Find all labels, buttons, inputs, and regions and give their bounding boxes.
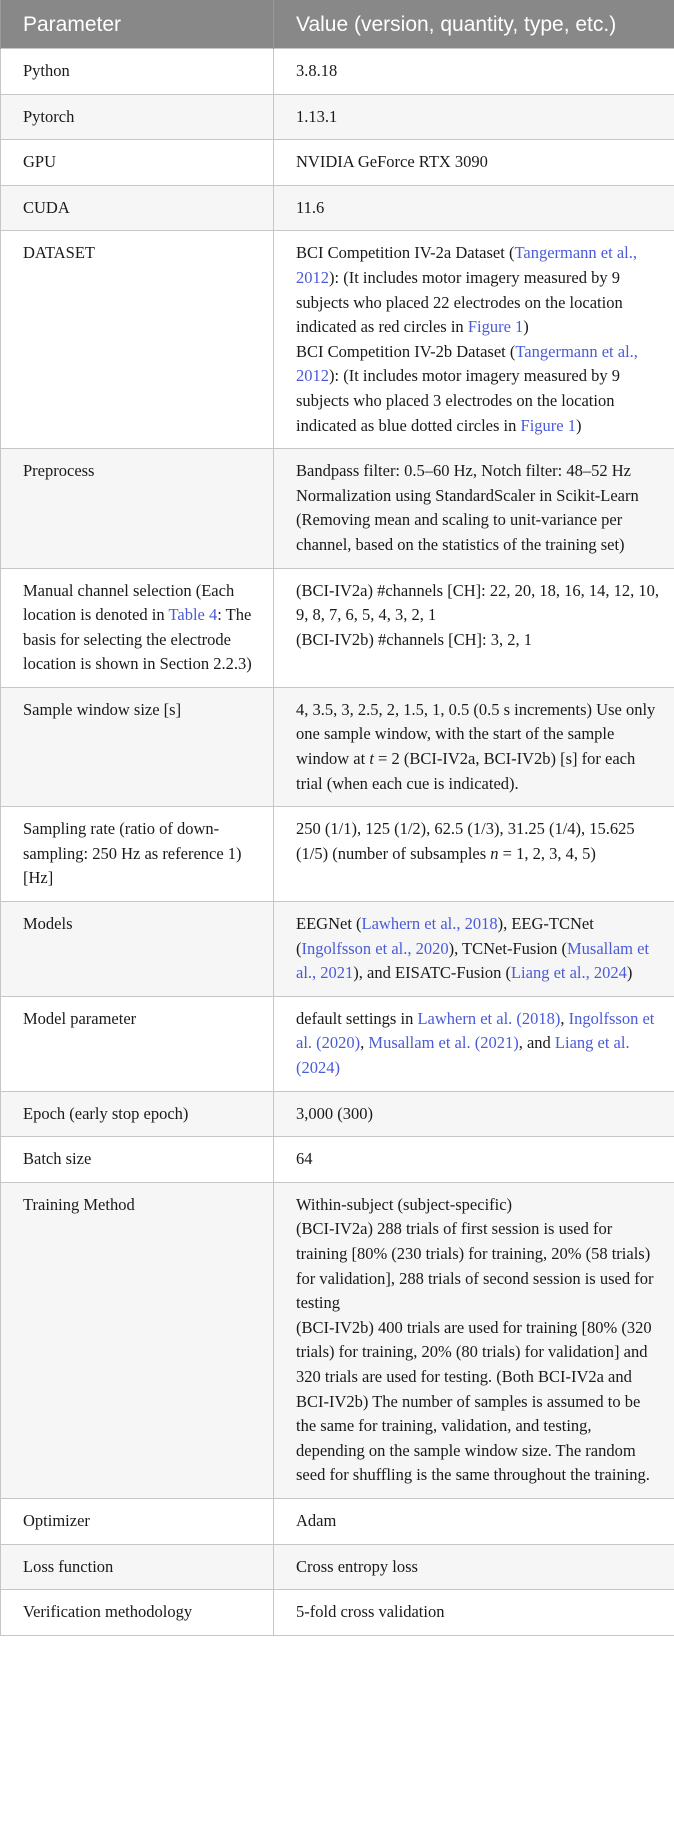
dataset-2a-open: (	[508, 243, 515, 263]
dataset-2b-open: (	[509, 341, 516, 361]
value-python: 3.8.18	[274, 49, 674, 95]
model-param-sep-3: , and	[518, 1033, 555, 1053]
param-pytorch: Pytorch	[1, 94, 274, 140]
citation-link-lawhern[interactable]: Lawhern et al., 2018	[361, 914, 498, 934]
models-text-1: EEGNet (	[296, 914, 362, 934]
value-epoch: 3,000 (300)	[274, 1091, 674, 1137]
citation-link-liang[interactable]: Liang et al., 2024	[510, 963, 627, 983]
table-row	[1, 996, 674, 1091]
model-param-sep-2: ,	[360, 1033, 369, 1053]
citation-link-lawhern-2018[interactable]: Lawhern et al. (2018)	[417, 1008, 561, 1028]
param-models: Models	[1, 902, 274, 997]
value-optimizer: Adam	[274, 1498, 674, 1544]
dataset-2b-text: ): (It includes motor imagery measured by 9 subjects who placed 3 electrodes on the location indicated as blue dotted circles in	[296, 366, 620, 435]
table-row	[1, 1137, 674, 1183]
value-sampling	[274, 807, 674, 902]
table-row	[1, 902, 674, 997]
param-sampling: Sampling rate (ratio of down-sampling: 250 Hz as reference 1) [Hz]	[1, 807, 274, 902]
value-loss: Cross entropy loss	[274, 1544, 674, 1590]
value-pytorch: 1.13.1	[274, 94, 674, 140]
param-cuda: CUDA	[1, 185, 274, 231]
dataset-2b-paragraph	[296, 340, 662, 438]
dataset-2a-paragraph	[296, 241, 662, 339]
param-dataset: DATASET	[1, 231, 274, 449]
table-row	[1, 807, 674, 902]
model-param-text-1: default settings in	[296, 1008, 418, 1028]
param-model-parameter: Model parameter	[1, 996, 274, 1091]
table-row	[1, 231, 674, 449]
dataset-2b-close: )	[575, 415, 582, 435]
citation-link-ingolfsson[interactable]: Ingolfsson et al., 2020	[301, 938, 449, 958]
value-gpu: NVIDIA GeForce RTX 3090	[274, 140, 674, 186]
table-row	[1, 1544, 674, 1590]
model-param-sep-1: ,	[560, 1008, 569, 1028]
dataset-2a-name: BCI Competition IV-2a Dataset	[296, 243, 505, 263]
training-text-3: (BCI-IV2b) 400 trials are used for training [80% (320 trials) for training, 20% (80 trials) for validation] and 320 trials are used for testing. (Both BCI-IV2a and BCI-IV2b) The number of samples is assumed to be the same for training, validation, and testing, depending on the sample window size. The random seed for shuffling is the same throughout the training.	[296, 1317, 652, 1485]
value-cuda: 11.6	[274, 185, 674, 231]
value-manual-channel	[274, 568, 674, 687]
training-text-2: (BCI-IV2a) 288 trials of first session is used for training [80% (230 trials) for training, 20% (58 trials) for validation], 288 trials of second session is used for testing	[296, 1219, 654, 1313]
citation-link-liang-2024[interactable]: Liang et al. (2024)	[296, 1033, 630, 1077]
models-text-4: ), and EISATC-Fusion (	[353, 963, 511, 983]
param-verification: Verification methodology	[1, 1590, 274, 1636]
table-row	[1, 1182, 674, 1498]
window-var-t: t	[369, 749, 374, 769]
param-preprocess: Preprocess	[1, 449, 274, 568]
citation-link-ingolfsson-2020[interactable]: Ingolfsson et al. (2020)	[296, 1008, 655, 1053]
param-training: Training Method	[1, 1182, 274, 1498]
table-row	[1, 140, 674, 186]
dataset-2a-text: ): (It includes motor imagery measured by 9 subjects who placed 22 electrodes on the location indicated as red circles in	[296, 267, 623, 337]
value-training	[274, 1182, 674, 1498]
table-row	[1, 94, 674, 140]
value-batch: 64	[274, 1137, 674, 1183]
table-row	[1, 449, 674, 568]
models-text-3: ), TCNet-Fusion (	[448, 938, 568, 958]
value-dataset	[274, 231, 674, 449]
citation-link-tangermann-2a[interactable]: Tangermann et al., 2012	[296, 243, 637, 287]
dataset-2a-close: )	[523, 317, 529, 337]
manual-channel-text-2: : The basis for selecting the electrode location is shown in Section 2.2.3)	[23, 605, 252, 674]
sampling-var-n: n	[490, 843, 499, 863]
param-window: Sample window size [s]	[1, 687, 274, 806]
table-row	[1, 49, 674, 95]
header-row	[1, 0, 674, 49]
table-row	[1, 568, 674, 687]
figure-1-link-2b[interactable]: Figure 1	[520, 415, 576, 435]
table-row	[1, 1498, 674, 1544]
citation-link-musallam-2021[interactable]: Musallam et al. (2021)	[368, 1033, 519, 1053]
header-value: Value (version, quantity, type, etc.)	[274, 0, 674, 49]
value-model-parameter	[274, 996, 674, 1091]
figure-1-link-2a[interactable]: Figure 1	[467, 317, 524, 337]
value-window	[274, 687, 674, 806]
channels-2b: (BCI-IV2b) #channels [CH]: 3, 2, 1	[296, 629, 532, 649]
param-manual-channel	[1, 568, 274, 687]
dataset-2b-name: BCI Competition IV-2b Dataset	[296, 341, 506, 361]
models-text-5: )	[626, 963, 633, 983]
sampling-text-1: 250 (1/1), 125 (1/2), 62.5 (1/3), 31.25 (1/4), 15.625 (1/5) (number of subsamples	[296, 819, 635, 863]
param-gpu: GPU	[1, 140, 274, 186]
param-epoch: Epoch (early stop epoch)	[1, 1091, 274, 1137]
table-row	[1, 185, 674, 231]
param-loss: Loss function	[1, 1544, 274, 1590]
citation-link-tangermann-2b[interactable]: Tangermann et al., 2012	[296, 341, 638, 386]
sampling-text-2: = 1, 2, 3, 4, 5)	[498, 843, 596, 863]
param-batch: Batch size	[1, 1137, 274, 1183]
param-python: Python	[1, 49, 274, 95]
value-preprocess: Bandpass filter: 0.5–60 Hz, Notch filter: 48–52 Hz Normalization using StandardScaler in Scikit-Learn (Removing mean and scaling to unit-variance per channel, based on the statistics of the training set)	[274, 449, 674, 568]
table-row	[1, 1091, 674, 1137]
table-row	[1, 1590, 674, 1636]
manual-channel-text-1: Manual channel selection (Each location is denoted in	[23, 580, 235, 625]
training-text-1: Within-subject (subject-specific)	[296, 1194, 513, 1214]
param-optimizer: Optimizer	[1, 1498, 274, 1544]
window-text-1: 4, 3.5, 3, 2.5, 2, 1.5, 1, 0.5 (0.5 s increments) Use only one sample window, with the start of the sample window at	[296, 699, 656, 769]
window-text-2: = 2 (BCI-IV2a, BCI-IV2b) [s] for each trial (when each cue is indicated).	[296, 749, 636, 793]
citation-link-musallam[interactable]: Musallam et al., 2021	[296, 938, 650, 983]
value-verification: 5-fold cross validation	[274, 1590, 674, 1636]
channels-2a: (BCI-IV2a) #channels [CH]: 22, 20, 18, 16, 14, 12, 10, 9, 8, 7, 6, 5, 4, 3, 2, 1	[296, 580, 659, 625]
table-4-link[interactable]: Table 4	[168, 605, 218, 625]
header-parameter: Parameter	[1, 0, 274, 49]
table-row	[1, 687, 674, 806]
models-text-2: ), EEG-TCNet (	[296, 914, 594, 958]
value-models	[274, 902, 674, 997]
